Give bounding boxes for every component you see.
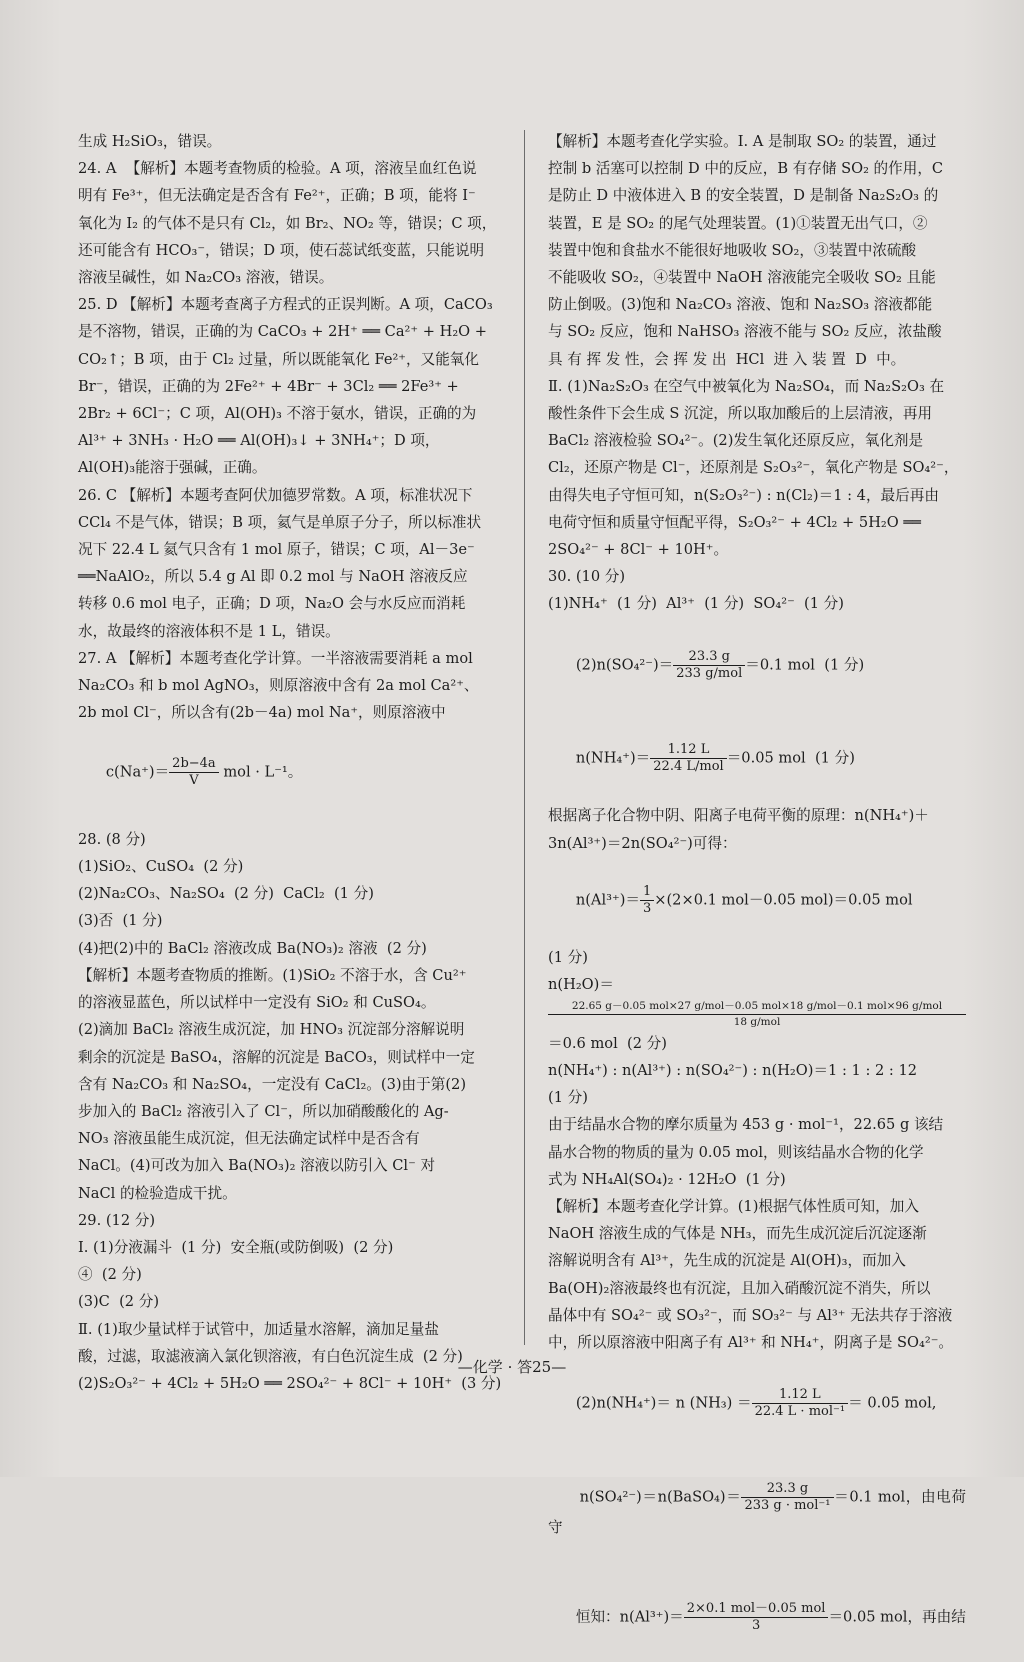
formula-n-al-2 <box>548 1574 966 1661</box>
text-line: 2Br₂ + 6Cl⁻；C 项，Al(OH)₃ 不溶于氨水，错误，正确的为 <box>78 405 477 423</box>
f4-denominator: 18 g/mol <box>733 1015 781 1028</box>
text-line: 电荷守恒和质量守恒配平得，S₂O₃²⁻ + 4Cl₂ + 5H₂O ══ <box>548 513 921 531</box>
text-line: 剩余的沉淀是 BaSO₄，溶解的沉淀是 BaCO₃，则试样中一定 <box>78 1048 475 1066</box>
text-line: (2)滴加 BaCl₂ 溶液生成沉淀，加 HNO₃ 沉淀部分溶解说明 <box>78 1021 465 1039</box>
text-line: 24. A 【解析】本题考查物质的检验。A 项，溶液呈血红色说 <box>78 160 477 178</box>
right-column <box>548 128 966 1662</box>
formula-n-nh4 <box>548 715 966 802</box>
f3-fraction <box>640 884 654 917</box>
f5-denominator: 22.4 L · mol⁻¹ <box>754 1404 846 1420</box>
f4-numerator: 22.65 g－0.05 mol×27 g/mol－0.05 mol×18 g/mol－0.1 mol×96 g/mol <box>548 999 966 1015</box>
f6-denominator: 233 g · mol⁻¹ <box>744 1497 831 1513</box>
text-line: ＝0.6 mol (2 分) <box>548 1034 667 1052</box>
formula-n-so4-2 <box>548 1454 966 1569</box>
f2-fraction <box>650 742 726 775</box>
f2-denominator: 22.4 L/mol <box>653 759 724 775</box>
text-line: 步加入的 BaCl₂ 溶液引入了 Cl⁻，所以加硝酸酸化的 Ag- <box>78 1102 449 1120</box>
right-lines-mid-block <box>548 802 966 856</box>
f1-denominator: 233 g/mol <box>676 665 743 681</box>
f5-fraction <box>752 1387 849 1420</box>
text-line: 【解析】本题考查化学计算。(1)根据气体性质可知，加入 <box>548 1197 919 1215</box>
formula-n-so4 <box>548 622 966 709</box>
q27-formula-prefix: c(Na⁺)＝ <box>105 763 170 781</box>
text-line: 式为 NH₄Al(SO₄)₂ · 12H₂O (1 分) <box>548 1170 786 1188</box>
text-line: 酸性条件下会生成 S 沉淀，所以取加酸后的上层清液，再用 <box>548 405 933 423</box>
f3-denominator: 3 <box>642 901 652 917</box>
column-divider <box>524 130 525 1345</box>
f7-numerator: 2×0.1 mol－0.05 mol <box>684 1601 829 1618</box>
text-line: 由得失电子守恒可知，n(S₂O₃²⁻) : n(Cl₂)＝1 : 4，最后再由 <box>548 486 939 504</box>
text-line: 酸，过滤，取滤液滴入氯化钡溶液，有白色沉淀生成 (2 分) <box>78 1347 463 1365</box>
q27-numerator: 2b−4a <box>169 756 219 773</box>
text-line: 【解析】本题考查化学实验。Ⅰ. A 是制取 SO₂ 的装置，通过 <box>548 133 937 150</box>
text-line: (4)把(2)中的 BaCl₂ 溶液改成 Ba(NO₃)₂ 溶液 (2 分) <box>78 939 427 957</box>
text-line: 况下 22.4 L 氦气只含有 1 mol 原子，错误；C 项，Al－3e⁻ <box>78 541 475 559</box>
q27-fraction <box>169 756 219 789</box>
f6-suffix: ＝0.1 mol，由电荷守 <box>548 1488 966 1536</box>
text-line: (2)S₂O₃²⁻ + 4Cl₂ + 5H₂O ══ 2SO₄²⁻ + 8Cl⁻ + 10H⁺ (3 分) <box>78 1374 502 1392</box>
f1-prefix: (2)n(SO₄²⁻)＝ <box>575 656 674 674</box>
text-line: 3n(Al³⁺)＝2n(SO₄²⁻)可得： <box>548 834 737 852</box>
text-line: 2SO₄²⁻ + 8Cl⁻ + 10H⁺。 <box>548 541 729 559</box>
text-line: ══NaAlO₂，所以 5.4 g Al 即 0.2 mol 与 NaOH 溶液反应 <box>78 568 468 586</box>
text-line: NaCl。(4)可改为加入 Ba(NO₃)₂ 溶液以防引入 Cl⁻ 对 <box>78 1157 436 1175</box>
text-line: 晶水合物的物质的量为 0.05 mol，则该结晶水合物的化学 <box>548 1143 924 1161</box>
text-line: 装置中饱和食盐水不能很好地吸收 SO₂，③装置中浓硫酸 <box>548 241 917 259</box>
text-line: Ⅱ. (1)取少量试样于试管中，加适量水溶解，滴加足量盐 <box>78 1320 439 1338</box>
text-line: Ⅰ. (1)分液漏斗 (1 分) 安全瓶(或防倒吸) (2 分) <box>78 1238 394 1256</box>
text-line: 29. (12 分) <box>78 1211 156 1229</box>
f3-numerator: 1 <box>640 884 654 901</box>
f2-numerator: 1.12 L <box>650 742 726 759</box>
q27-unit: mol · L⁻¹。 <box>218 763 303 781</box>
page-footer: —化学 · 答25— <box>457 1358 567 1376</box>
left-lines2-block <box>78 826 506 1397</box>
f5-suffix: ＝ 0.05 mol, <box>848 1394 937 1412</box>
text-line: 的溶液显蓝色，所以试样中一定没有 SiO₂ 和 CuSO₄。 <box>78 994 436 1012</box>
f7-denominator: 3 <box>751 1618 761 1634</box>
f2-suffix: ＝0.05 mol (1 分) <box>726 749 855 767</box>
text-line: BaCl₂ 溶液检验 SO₄²⁻。(2)发生氧化还原反应，氧化剂是 <box>548 432 924 450</box>
text-line: 含有 Na₂CO₃ 和 Na₂SO₄，一定没有 CaCl₂。(3)由于第(2) <box>78 1075 467 1093</box>
f7-prefix: 恒知：n(Al³⁺)＝ <box>575 1608 684 1626</box>
text-line: 【解析】本题考查物质的推断。(1)SiO₂ 不溶于水，含 Cu²⁺ <box>78 966 467 984</box>
text-line: 中，所以原溶液中阳离子有 Al³⁺ 和 NH₄⁺，阴离子是 SO₄²⁻。 <box>548 1333 954 1351</box>
formula-n-al <box>548 857 966 944</box>
text-line: 具 有 挥 发 性，会 挥 发 出 HCl 进 入 装 置 D 中。 <box>548 350 906 368</box>
f6-fraction <box>741 1481 833 1514</box>
text-line: CCl₄ 不是气体，错误；B 项，氦气是单原子分子，所以标准状 <box>78 513 482 531</box>
text-line: (1)SiO₂、CuSO₄ (2 分) <box>78 858 244 876</box>
text-line: Na₂CO₃ 和 b mol AgNO₃，则原溶液中含有 2a mol Ca²⁺、 <box>78 677 479 695</box>
f6-numerator: 23.3 g <box>741 1481 833 1498</box>
text-line: 25. D 【解析】本题考查离子方程式的正误判断。A 项，CaCO₃ <box>78 296 493 314</box>
left-lines-block <box>78 128 506 726</box>
text-line: 30. (10 分) <box>548 568 626 586</box>
text-line: NO₃ 溶液虽能生成沉淀，但无法确定试样中是否含有 <box>78 1130 420 1148</box>
text-line: 不能吸收 SO₂，④装置中 NaOH 溶液能完全吸收 SO₂ 且能 <box>548 269 936 287</box>
text-line: 装置，E 是 SO₂ 的尾气处理装置。(1)①装置无出气口，② <box>548 214 928 232</box>
text-line: Al³⁺ + 3NH₃ · H₂O ══ Al(OH)₃↓ + 3NH₄⁺；D 项， <box>78 432 440 450</box>
f5-numerator: 1.12 L <box>752 1387 849 1404</box>
text-line: Al(OH)₃能溶于强碱，正确。 <box>78 459 267 477</box>
text-line: 还可能含有 HCO₃⁻，错误；D 项，使石蕊试纸变蓝，只能说明 <box>78 241 485 259</box>
f3-score: (1 分) <box>548 949 588 967</box>
text-line: NaOH 溶液生成的气体是 NH₃，而先生成沉淀后沉淀逐渐 <box>548 1225 927 1243</box>
f7-suffix: ＝0.05 mol，再由结 <box>828 1608 966 1626</box>
f3-suffix: ×(2×0.1 mol－0.05 mol)＝0.05 mol <box>654 891 913 909</box>
text-line: Ba(OH)₂溶液最终也有沉淀，且加入硝酸沉淀不消失，所以 <box>548 1279 931 1297</box>
text-line: 根据离子化合物中阴、阳离子电荷平衡的原理：n(NH₄⁺)＋ <box>548 807 929 825</box>
f5-prefix: (2)n(NH₄⁺)＝ n (NH₃) ＝ <box>575 1394 752 1412</box>
right-lines-block <box>548 128 966 618</box>
text-line: 与 SO₂ 反应，饱和 NaHSO₃ 溶液不能与 SO₂ 反应，浓盐酸 <box>548 323 942 341</box>
text-line: 明有 Fe³⁺，但无法确定是否含有 Fe²⁺，正确；B 项，能将 I⁻ <box>78 187 476 205</box>
text-line: 溶液呈碱性，如 Na₂CO₃ 溶液，错误。 <box>78 269 334 287</box>
text-line: 生成 H₂SiO₃，错误。 <box>78 133 222 150</box>
text-line: 2b mol Cl⁻，所以含有(2b－4a) mol Na⁺，则原溶液中 <box>78 704 446 722</box>
q27-formula <box>78 728 506 815</box>
text-line: 由于结晶水合物的摩尔质量为 453 g · mol⁻¹，22.65 g 该结 <box>548 1116 944 1134</box>
f1-suffix: ＝0.1 mol (1 分) <box>745 656 865 674</box>
text-line: 是防止 D 中液体进入 B 的安全装置，D 是制备 Na₂S₂O₃ 的 <box>548 187 939 205</box>
text-line: (2)Na₂CO₃、Na₂SO₄ (2 分) CaCl₂ (1 分) <box>78 885 374 903</box>
f4-label: n(H₂O)＝ <box>548 976 614 994</box>
text-line: 氧化为 I₂ 的气体不是只有 Cl₂，如 Br₂、NO₂ 等，错误；C 项， <box>78 214 497 232</box>
left-column <box>78 128 506 1397</box>
text-line: Br⁻，错误，正确的为 2Fe²⁺ + 4Br⁻ + 3Cl₂ ══ 2Fe³⁺ + <box>78 377 459 395</box>
text-line: Cl₂，还原产物是 Cl⁻，还原剂是 S₂O₃²⁻，氧化产物是 SO₄²⁻， <box>548 459 959 477</box>
f4-fraction <box>548 999 966 1030</box>
q27-denominator: V <box>189 772 199 788</box>
text-line: 水，故最终的溶液体积不是 1 L，错误。 <box>78 622 340 640</box>
text-line: Ⅱ. (1)Na₂S₂O₃ 在空气中被氧化为 Na₂SO₄，而 Na₂S₂O₃ 在 <box>548 377 945 395</box>
text-line: 防止倒吸。(3)饱和 Na₂CO₃ 溶液、饱和 Na₂SO₃ 溶液都能 <box>548 296 933 314</box>
text-line: (3)否 (1 分) <box>78 912 163 930</box>
f3-prefix: n(Al³⁺)＝ <box>575 891 640 909</box>
text-line: 26. C 【解析】本题考查阿伏加德罗常数。A 项，标准状况下 <box>78 486 473 504</box>
f7-fraction <box>684 1601 829 1634</box>
f6-prefix: n(SO₄²⁻)＝n(BaSO₄)＝ <box>579 1488 742 1506</box>
text-line: (3)C (2 分) <box>78 1293 160 1311</box>
text-line: CO₂↑；B 项，由于 Cl₂ 过量，所以既能氧化 Fe²⁺，又能氧化 <box>78 350 479 368</box>
f1-numerator: 23.3 g <box>673 649 745 666</box>
text-line: 27. A 【解析】本题考查化学计算。一半溶液需要消耗 a mol <box>78 649 473 667</box>
f2-prefix: n(NH₄⁺)＝ <box>575 749 651 767</box>
text-line: (1 分) <box>548 1089 588 1107</box>
text-line: 28. (8 分) <box>78 830 146 848</box>
text-line: 控制 b 活塞可以控制 D 中的反应，B 有存储 SO₂ 的作用，C <box>548 160 944 178</box>
text-line: ④ (2 分) <box>78 1266 142 1284</box>
text-line: 是不溶物，错误，正确的为 CaCO₃ + 2H⁺ ══ Ca²⁺ + H₂O + <box>78 323 488 341</box>
text-line: NaCl 的检验造成干扰。 <box>78 1184 237 1202</box>
text-line: 转移 0.6 mol 电子，正确；D 项，Na₂O 会与水反应而消耗 <box>78 595 466 613</box>
text-line: n(NH₄⁺) : n(Al³⁺) : n(SO₄²⁻) : n(H₂O)＝1 : 1 : 2 : 12 <box>548 1061 918 1079</box>
text-line: 晶体中有 SO₄²⁻ 或 SO₃²⁻，而 SO₃²⁻ 与 Al³⁺ 无法共存于溶液 <box>548 1306 953 1324</box>
right-lines3-block <box>548 1030 966 1356</box>
text-line: (1)NH₄⁺ (1 分) Al³⁺ (1 分) SO₄²⁻ (1 分) <box>548 595 844 613</box>
f1-fraction <box>673 649 745 682</box>
text-line: 溶解说明含有 Al³⁺，先生成的沉淀是 Al(OH)₃，而加入 <box>548 1252 906 1270</box>
